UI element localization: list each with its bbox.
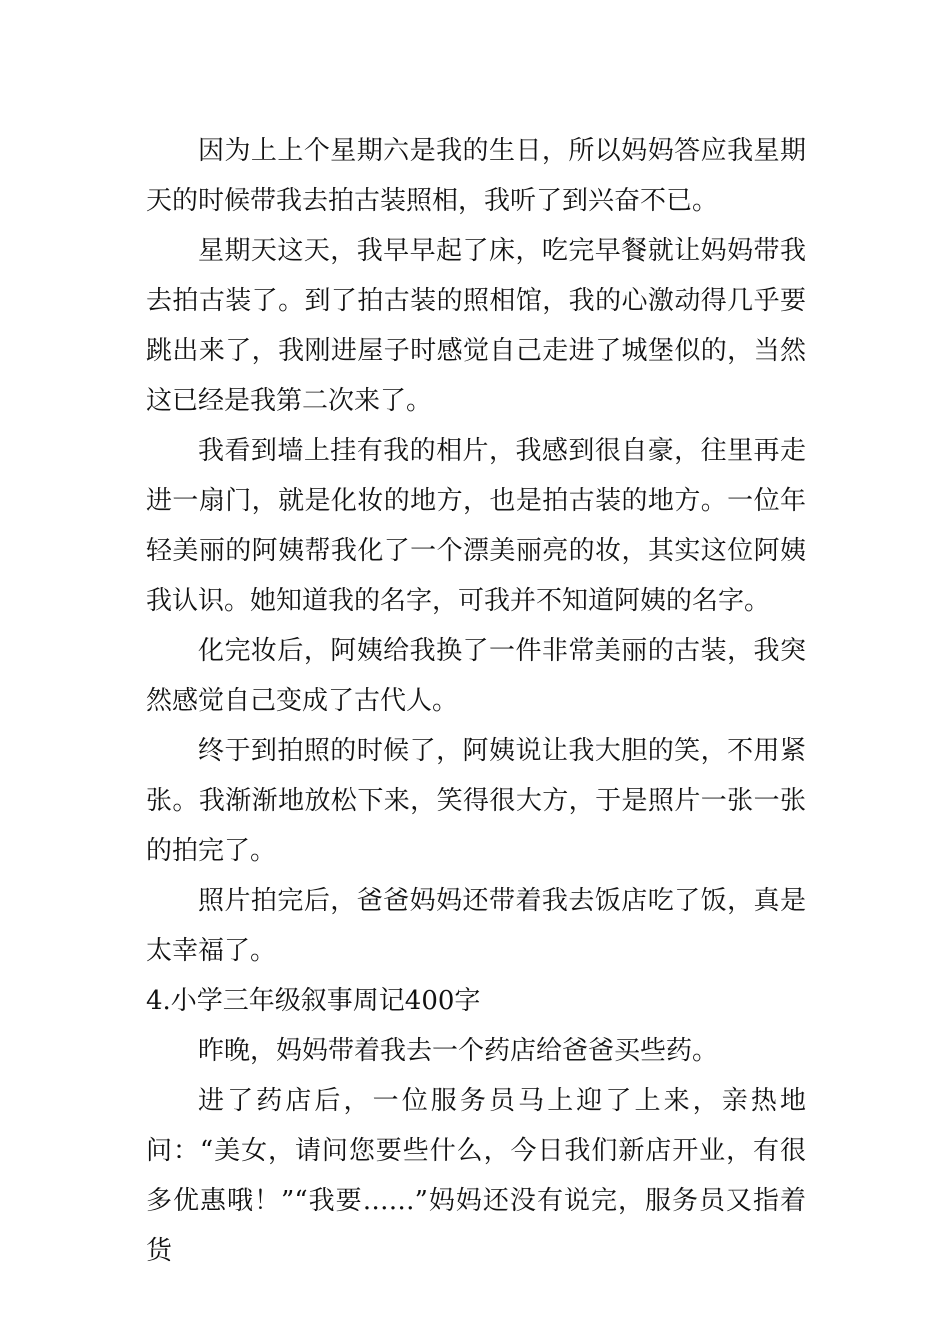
paragraph: 化完妆后，阿姨给我换了一件非常美丽的古装，我突然感觉自己变成了古代人。 [146, 636, 806, 716]
paragraph: 因为上上个星期六是我的生日，所以妈妈答应我星期天的时候带我去拍古装照相，我听了到兴奋不已。 [146, 136, 806, 216]
paragraph: 终于到拍照的时候了，阿姨说让我大胆的笑，不用紧张。我渐渐地放松下来，笑得很大方，于是照片一张一张的拍完了。 [146, 736, 806, 866]
paragraph: 照片拍完后，爸爸妈妈还带着我去饭店吃了饭，真是太幸福了。 [146, 886, 806, 966]
section-heading: 4.小学三年级叙事周记400字 [146, 986, 481, 1016]
document-body [146, 126, 806, 1276]
paragraph: 我看到墙上挂有我的相片，我感到很自豪，往里再走进一扇门，就是化妆的地方，也是拍古装的地方。一位年轻美丽的阿姨帮我化了一个漂美丽亮的妆，其实这位阿姨我认识。她知道我的名字，可我并不知道阿姨的名字。 [146, 436, 806, 616]
paragraph: 进了药店后，一位服务员马上迎了上来，亲热地问：“美女，请问您要些什么，今日我们新店开业，有很多优惠哦！”“我要……”妈妈还没有说完，服务员又指着货 [146, 1086, 806, 1266]
paragraph: 星期天这天，我早早起了床，吃完早餐就让妈妈带我去拍古装了。到了拍古装的照相馆，我的心激动得几乎要跳出来了，我刚进屋子时感觉自己走进了城堡似的，当然这已经是我第二次来了。 [146, 236, 806, 416]
paragraph: 昨晚，妈妈带着我去一个药店给爸爸买些药。 [198, 1036, 719, 1066]
